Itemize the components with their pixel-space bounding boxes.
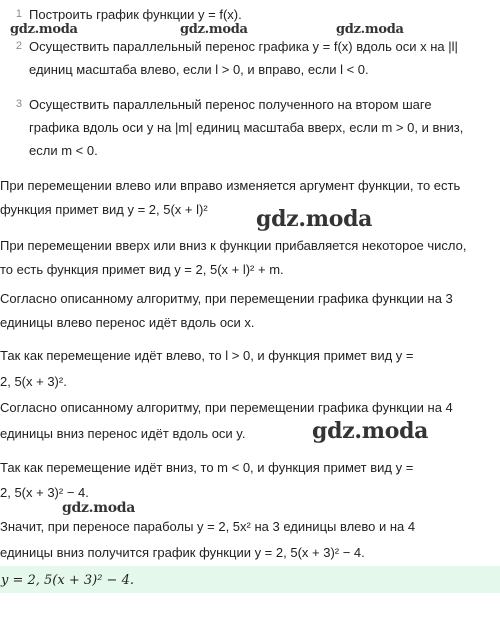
- paragraph-line: функция примет вид y = 2, 5(x + l)²: [0, 202, 208, 217]
- paragraph-line: Значит, при переносе параболы y = 2, 5x² на 3 единицы влево и на 4: [0, 519, 416, 534]
- paragraph-line: 2, 5(x + 3)² − 4.: [0, 485, 89, 500]
- watermark: gdz.moda: [180, 22, 248, 37]
- final-answer-formula: y = 2, 5(x + 3)² − 4.: [1, 573, 134, 588]
- watermark: gdz.moda: [62, 500, 136, 516]
- paragraph-line: Согласно описанному алгоритму, при перемещении графика функции на 3: [0, 291, 453, 306]
- step-text-line: Построить график функции y = f(x).: [29, 7, 242, 22]
- paragraph-line: 2, 5(x + 3)².: [0, 374, 67, 389]
- watermark: gdz.moda: [256, 206, 373, 232]
- step-text-line: Осуществить параллельный перенос графика y = f(x) вдоль оси x на |l|: [29, 39, 458, 54]
- step-text-line: Осуществить параллельный перенос полученного на втором шаге: [29, 97, 432, 112]
- paragraph-line: единицы вниз получится график функции y = 2, 5(x + 3)² − 4.: [0, 545, 365, 560]
- paragraph-line: то есть функция примет вид y = 2, 5(x + l)² + m.: [0, 262, 284, 277]
- step-3: [0, 93, 463, 162]
- paragraph-line: единицы вниз перенос идёт вдоль оси y.: [0, 426, 246, 441]
- watermark: gdz.moda: [336, 22, 404, 37]
- paragraph-line: При перемещении влево или вправо изменяется аргумент функции, то есть: [0, 178, 461, 193]
- paragraph-line: Так как перемещение идёт вниз, то m < 0, и функция примет вид y =: [0, 460, 414, 475]
- paragraph-line: Так как перемещение идёт влево, то l > 0, и функция примет вид y =: [0, 348, 414, 363]
- step-number: 1: [15, 8, 22, 20]
- paragraph-line: единицы влево перенос идёт вдоль оси x.: [0, 315, 255, 330]
- paragraph-line: При перемещении вверх или вниз к функции прибавляется некоторое число,: [0, 238, 467, 253]
- paragraph-line: Согласно описанному алгоритму, при перемещении графика функции на 4: [0, 400, 453, 415]
- watermark: gdz.moda: [10, 22, 78, 37]
- step-2: [0, 35, 458, 81]
- step-text-line: единиц масштаба влево, если l > 0, и вправо, если l < 0.: [29, 62, 369, 77]
- final-answer: [0, 566, 500, 593]
- step-text-line: если m < 0.: [29, 143, 98, 158]
- step-text-line: графика вдоль оси y на |m| единиц масштаба вверх, если m > 0, и вниз,: [29, 120, 464, 135]
- step-number: 3: [15, 98, 22, 110]
- watermark: gdz.moda: [312, 418, 429, 444]
- step-number: 2: [15, 40, 22, 52]
